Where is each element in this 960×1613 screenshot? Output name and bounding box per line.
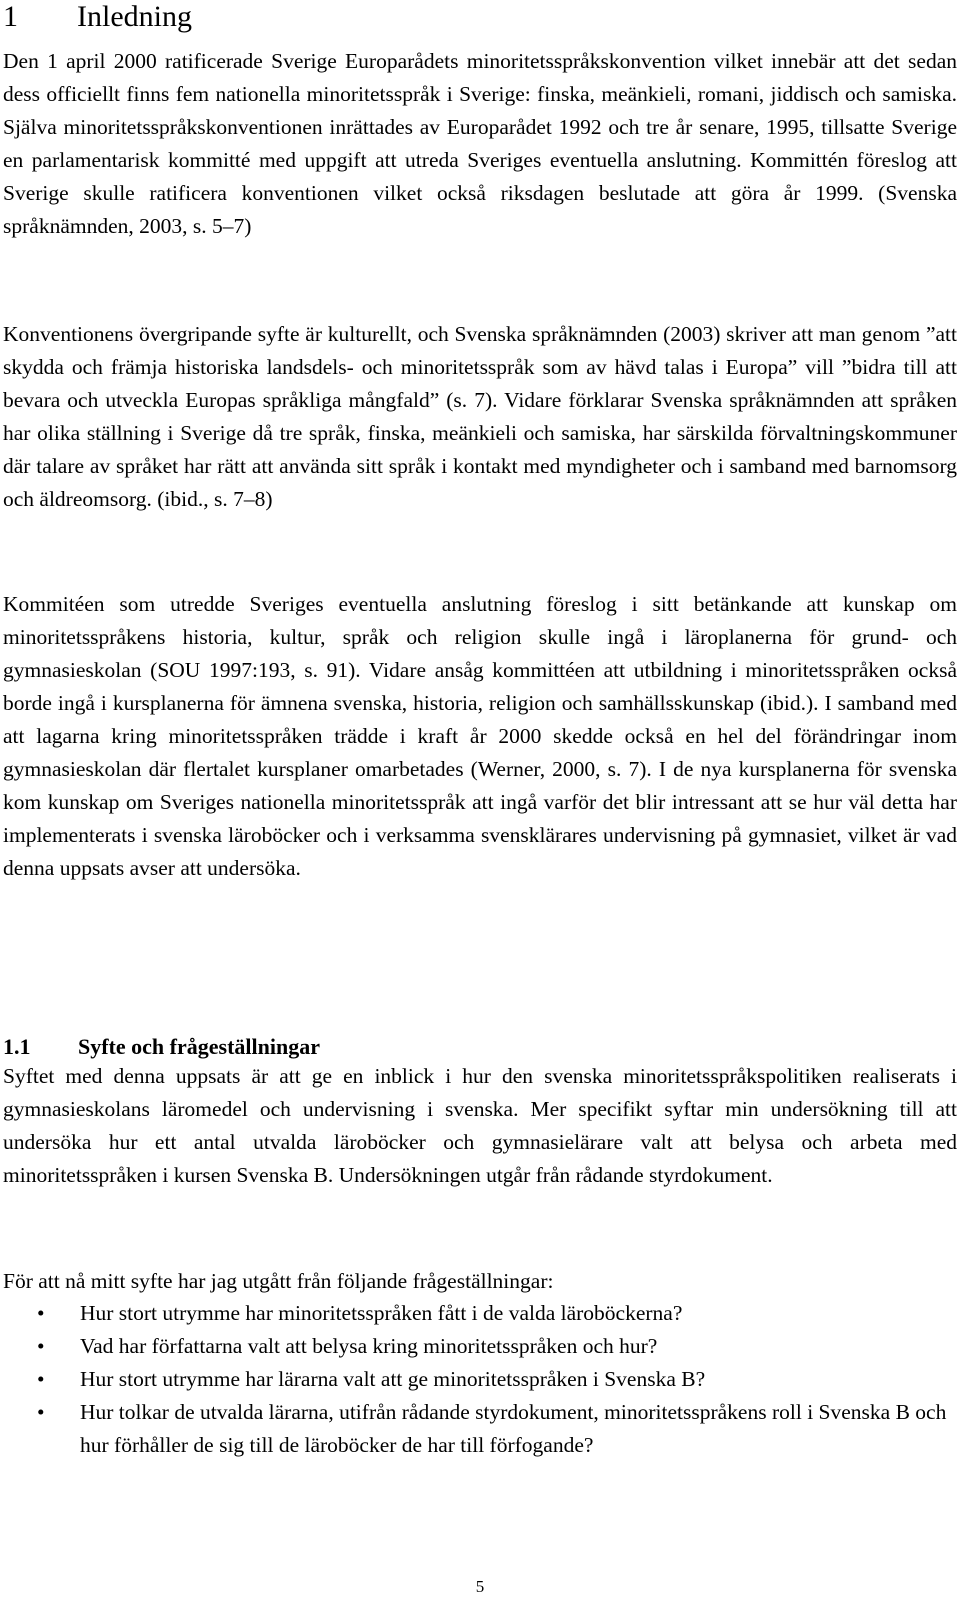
section-number: 1.1 [3, 1034, 31, 1059]
list-item [0, 1297, 957, 1330]
list-item-text: Hur stort utrymme har minoritetsspråken fått i de valda läroböckerna? [80, 1301, 683, 1325]
body-paragraph: Syftet med denna uppsats är att ge en inblick i hur den svenska minoritetsspråkspolitiken realiserats i gymnasieskolans läromedel och undervisning i svenska. Mer specifikt syftar min undersökning till att undersöka hur ett antal utvalda läroböcker och gymnasielärare valt att belysa och arbeta med minoritetsspråken i kursen Svenska B. Undersökningen utgår från rådande styrdokument. [3, 1064, 957, 1187]
bullet-icon: • [37, 1301, 45, 1325]
bullet-icon: • [37, 1400, 45, 1424]
list-item-text: Vad har författarna valt att belysa kring minoritetsspråken och hur? [80, 1334, 658, 1358]
bullet-icon: • [37, 1367, 45, 1391]
body-paragraph: För att nå mitt syfte har jag utgått från följande frågeställningar: [3, 1269, 554, 1293]
bullet-icon: • [37, 1334, 45, 1358]
list-item [0, 1396, 957, 1462]
section-heading [3, 1032, 320, 1062]
body-paragraph: Den 1 april 2000 ratificerade Sverige Europarådets minoritetsspråkskonvention vilket innebär att det sedan dess officiellt finns fem nationella minoritetsspråk i Sverige: finska, meänkieli, romani, jiddisch och samiska. Själva minoritetsspråkskonventionen inrättades av Europarådet 1992 och tre år senare, 1995, tillsatte Sverige en parlamentarisk kommitté med uppgift att utreda Sveriges eventuella anslutning. Kommittén föreslog att Sverige skulle ratificera konventionen vilket också riksdagen beslutade att göra år 1999. (Svenska språknämnden, 2003, s. 5–7) [3, 49, 957, 238]
list-item [0, 1330, 957, 1363]
body-paragraph: Konventionens övergripande syfte är kulturellt, och Svenska språknämnden (2003) skriver att man genom ”att skydda och främja historiska landsdels- och minoritetsspråk som av hävd talas i Europa” vill ”bidra till att bevara och utveckla Europas språkliga mångfald” (s. 7). Vidare förklarar Svenska språknämnden att språken har olika ställning i Sverige då tre språk, finska, meänkieli och samiska, har särskilda förvaltningskommuner där talare av språket har rätt att använda sitt språk i kontakt med myndigheter och i samband med barnomsorg och äldreomsorg. (ibid., s. 7–8) [3, 322, 957, 511]
list-item-text: Hur stort utrymme har lärarna valt att ge minoritetsspråken i Svenska B? [80, 1367, 706, 1391]
research-questions-list [0, 1297, 957, 1462]
chapter-number: 1 [3, 0, 18, 33]
chapter-heading [3, 0, 192, 34]
body-paragraph: Kommitéen som utredde Sveriges eventuella anslutning föreslog i sitt betänkande att kunskap om minoritetsspråkens historia, kultur, språk och religion skulle ingå i läroplanerna för grund- och gymnasieskolan (SOU 1997:193, s. 91). Vidare ansåg kommittéen att utbildning i minoritetsspråken också borde ingå i kursplanerna för ämnena svenska, historia, religion och samhällsskunskap (ibid.). I samband med att lagarna kring minoritetsspråken trädde i kraft år 2000 skedde också en hel del förändringar inom gymnasieskolan där flertalet kursplaner omarbetades (Werner, 2000, s. 7). I de nya kursplanerna för svenska kom kunskap om Sveriges nationella minoritetsspråk att ingå varför det blir intressant att se hur väl detta har implementerats i svenska läroböcker och i verksamma svensklärares undervisning på gymnasiet, vilket är vad denna uppsats avser att undersöka. [3, 592, 957, 880]
list-item [0, 1363, 957, 1396]
page-number: 5 [475, 1577, 485, 1596]
list-item-text: Hur tolkar de utvalda lärarna, utifrån rådande styrdokument, minoritetsspråkens roll i Svenska B och hur förhåller de sig till de läroböcker de har till förfogande? [80, 1400, 947, 1457]
section-title: Syfte och frågeställningar [78, 1034, 320, 1059]
chapter-title: Inledning [77, 0, 192, 33]
